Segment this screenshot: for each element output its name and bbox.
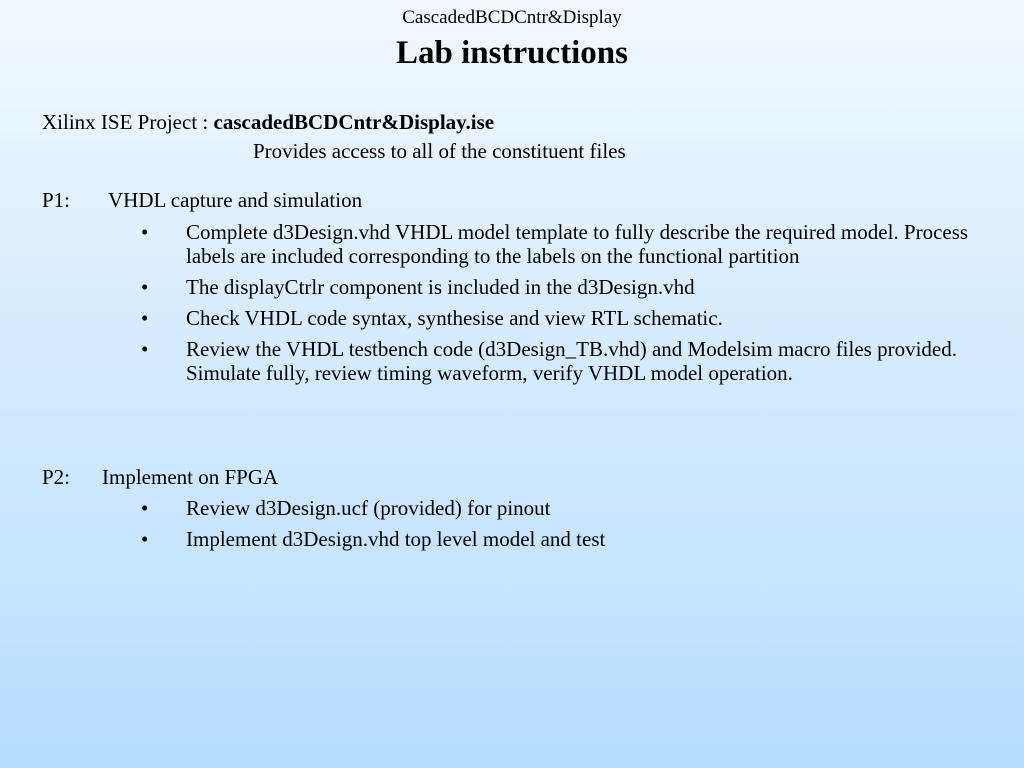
bullet-icon: • bbox=[141, 337, 149, 361]
section-p1-title: VHDL capture and simulation bbox=[108, 188, 363, 212]
list-item bbox=[0, 306, 1024, 330]
list-item-text: Review d3Design.ucf (provided) for pinout bbox=[186, 496, 551, 520]
section-p2-number: P2: bbox=[42, 465, 71, 489]
section-p2-heading bbox=[42, 465, 278, 489]
project-note: Provides access to all of the constituent files bbox=[253, 139, 626, 163]
project-label: Xilinx ISE Project : bbox=[42, 110, 214, 134]
list-item bbox=[0, 275, 1024, 299]
section-p1-number: P1: bbox=[42, 188, 71, 212]
section-p2-title: Implement on FPGA bbox=[102, 465, 279, 489]
bullet-icon: • bbox=[141, 496, 149, 520]
list-item bbox=[0, 496, 1024, 520]
section-p1-list bbox=[0, 220, 1024, 385]
bullet-icon: • bbox=[141, 527, 149, 551]
bullet-icon: • bbox=[141, 275, 149, 299]
section-p1-heading bbox=[42, 188, 362, 212]
bullet-icon: • bbox=[141, 220, 149, 244]
project-file: cascadedBCDCntr&Display.ise bbox=[213, 110, 495, 134]
slide-title: Lab instructions bbox=[396, 35, 628, 71]
list-item bbox=[0, 337, 1024, 385]
list-item-text: Complete d3Design.vhd VHDL model template to fully describe the required model. Process labels are included corresponding to the labels on the functional partition bbox=[186, 220, 969, 268]
list-item-text: Review the VHDL testbench code (d3Design_TB.vhd) and Modelsim macro files provided. Simulate fully, review timing waveform, verify VHDL model operation. bbox=[186, 337, 957, 385]
bullet-icon: • bbox=[141, 306, 149, 330]
list-item bbox=[0, 527, 1024, 551]
list-item-text: Check VHDL code syntax, synthesise and view RTL schematic. bbox=[186, 306, 723, 330]
list-item bbox=[0, 220, 1024, 268]
slide-subtitle: CascadedBCDCntr&Display bbox=[402, 7, 622, 28]
project-line bbox=[42, 110, 494, 134]
list-item-text: The displayCtrlr component is included in the d3Design.vhd bbox=[186, 275, 695, 299]
section-p2-list bbox=[0, 496, 1024, 551]
list-item-text: Implement d3Design.vhd top level model and test bbox=[186, 527, 606, 551]
